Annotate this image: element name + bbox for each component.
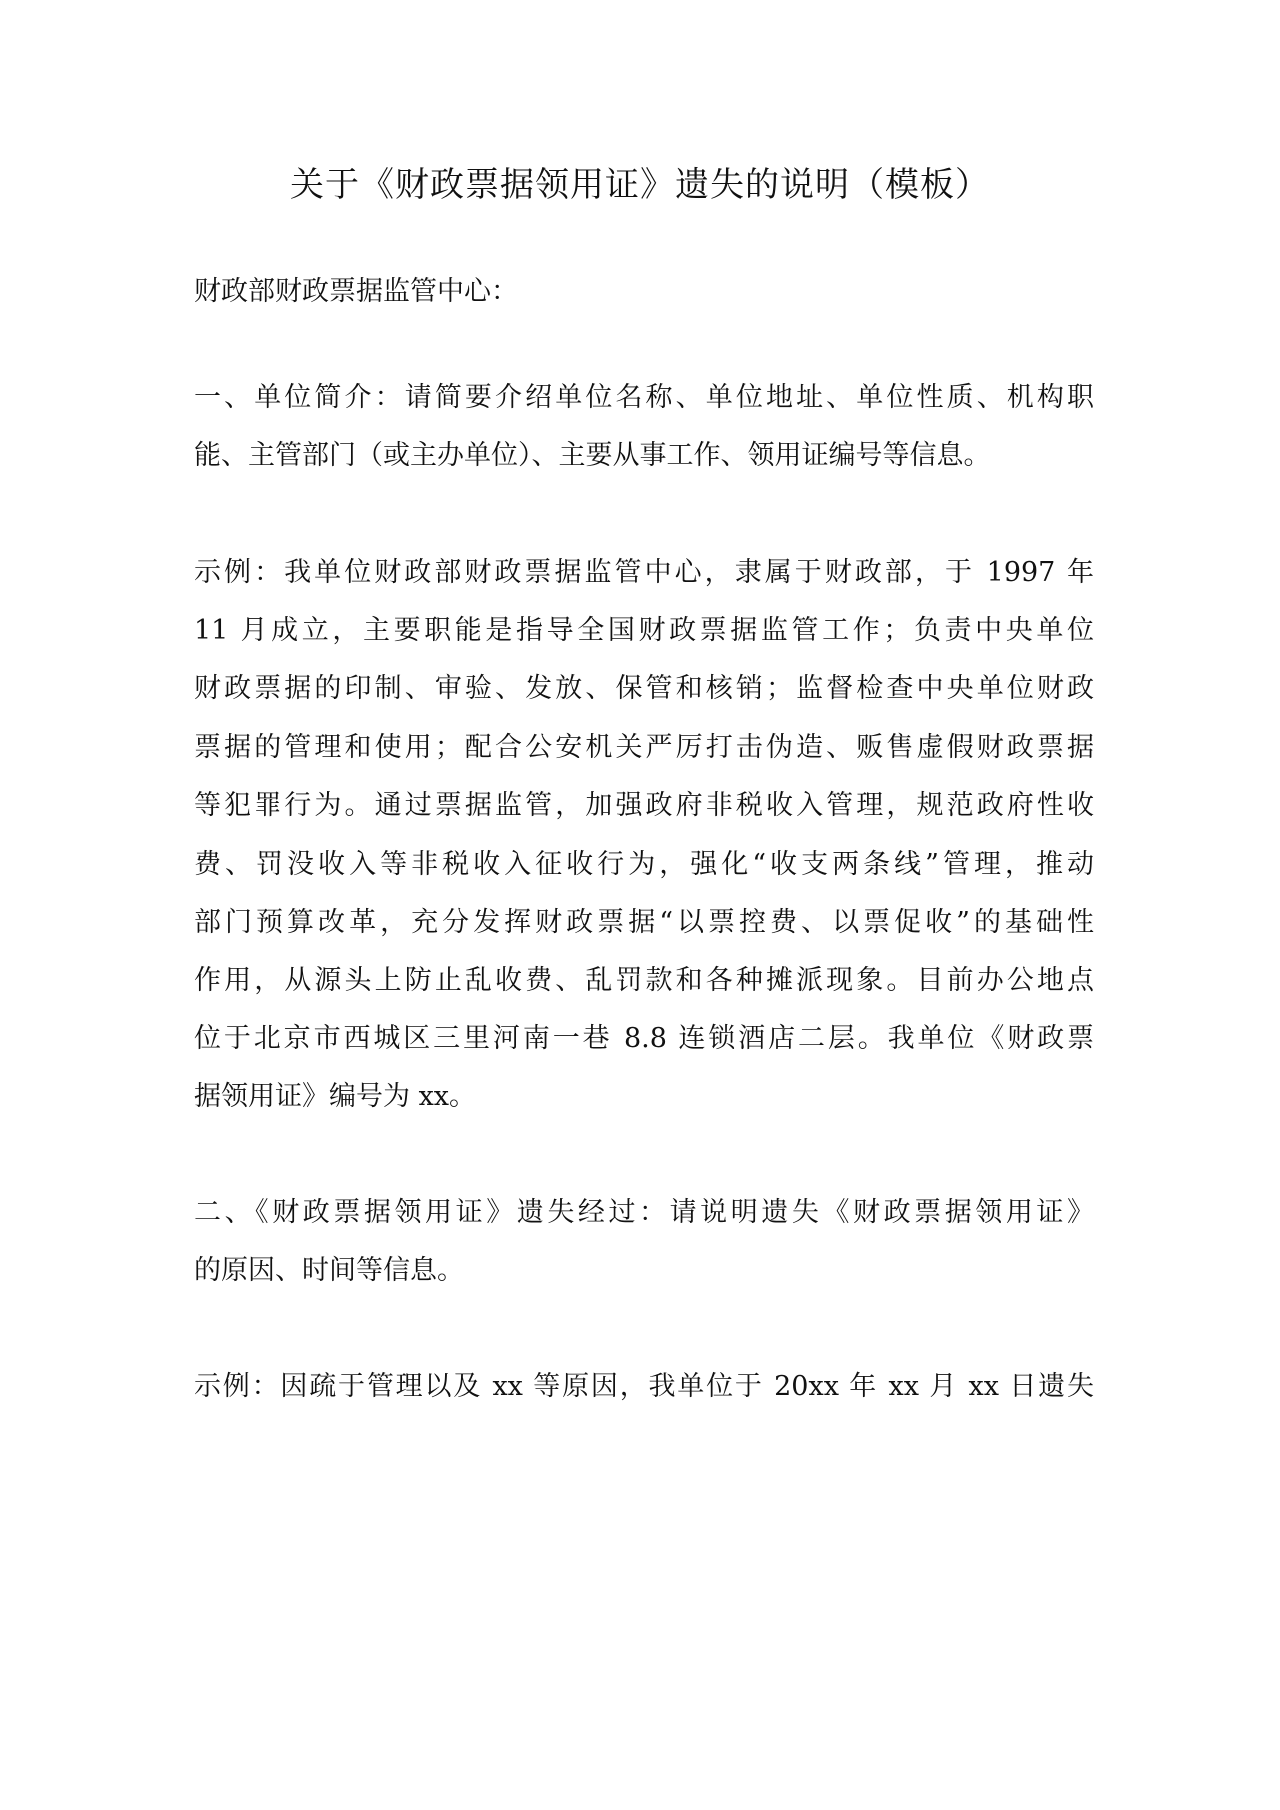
example1-line-1: 示例：我单位财政部财政票据监管中心，隶属于财政部，于 1997 年 [194, 557, 1094, 588]
example1-line-2: 11 月成立，主要职能是指导全国财政票据监管工作；负责中央单位 [194, 615, 1094, 646]
section1-line-2: 能、主管部门（或主办单位）、主要从事工作、领用证编号等信息。 [194, 440, 991, 471]
example1-line-9: 位于北京市西城区三里河南一巷 8.8 连锁酒店二层。我单位《财政票 [194, 1023, 1094, 1054]
salutation: 财政部财政票据监管中心： [194, 276, 518, 307]
document-title: 关于《财政票据领用证》遗失的说明（模板） [290, 165, 990, 205]
example1-line-8: 作用，从源头上防止乱收费、乱罚款和各种摊派现象。目前办公地点 [194, 965, 1094, 996]
example1-line-6: 费、罚没收入等非税收入征收行为，强化“收支两条线”管理，推动 [194, 849, 1094, 880]
example1-line-3: 财政票据的印制、审验、发放、保管和核销；监督检查中央单位财政 [194, 673, 1094, 704]
example1-line-5: 等犯罪行为。通过票据监管，加强政府非税收入管理，规范政府性收 [194, 790, 1094, 821]
example1-line-4: 票据的管理和使用；配合公安机关严厉打击伪造、贩售虚假财政票据 [194, 732, 1094, 763]
section1-line-1: 一、单位简介：请简要介绍单位名称、单位地址、单位性质、机构职 [194, 382, 1094, 413]
section2-line-1: 二、《财政票据领用证》遗失经过：请说明遗失《财政票据领用证》 [194, 1197, 1094, 1228]
section2-line-2: 的原因、时间等信息。 [194, 1255, 464, 1286]
example1-line-7: 部门预算改革，充分发挥财政票据“以票控费、以票促收”的基础性 [194, 907, 1094, 938]
example1-line-10: 据领用证》编号为 xx。 [194, 1081, 477, 1112]
example2-line-1: 示例：因疏于管理以及 xx 等原因，我单位于 20xx 年 xx 月 xx 日遗失 [194, 1371, 1094, 1402]
